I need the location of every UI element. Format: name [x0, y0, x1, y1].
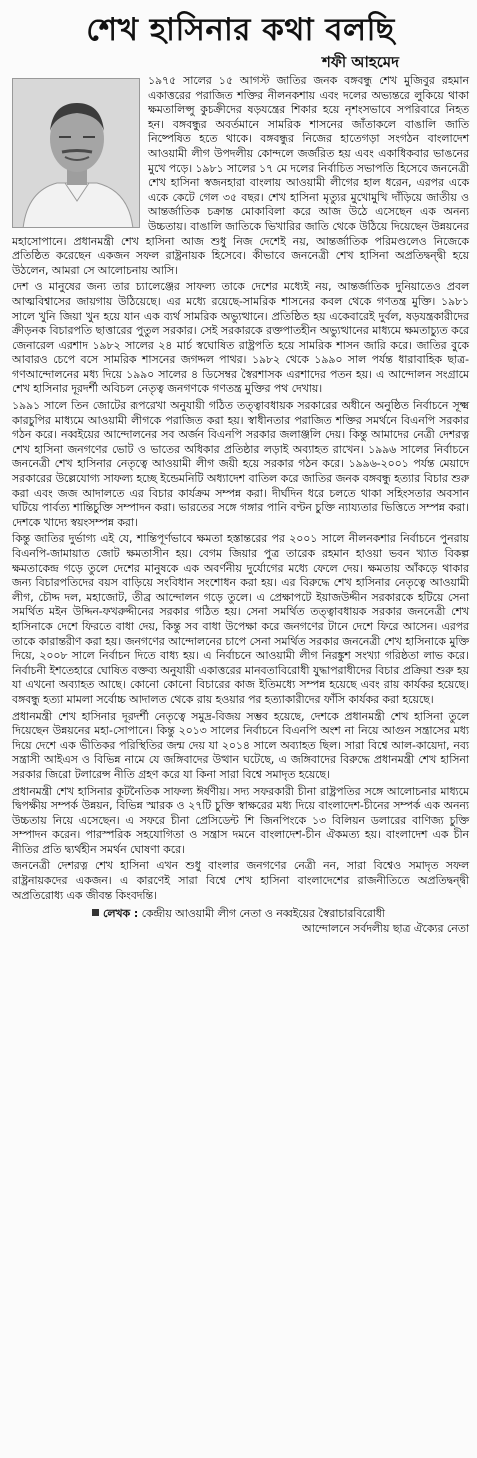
- author-note-label: লেখক :: [103, 907, 139, 921]
- paragraph-5: প্রধানমন্ত্রী শেখ হাসিনার দূরদর্শী নেতৃত্বে সমুদ্র-বিজয় সম্ভব হয়েছে, দেশকে প্রধানমন্ত্রী শেখ হাসিনা তুলে দিয়েছেন উন্নয়নের মহা-সোপানে। কিন্তু ২০১৩ সালের নির্বাচনে বিএনপি অংশ না নিয়ে আগুন সন্ত্রাসের মধ্য দিয়ে দেশে এক ভীতিকর পরিস্থিতির জন্ম দেয় যা ২০১৪ সালে অব্যাহত ছিল। সারা বিশ্বে আল-কায়েদা, নব্য সন্ত্রাসী আইএস ও বিভিন্ন নামে যে জঙ্গিবাদের উত্থান ঘটেছে, এ জঙ্গিবাদের বিরুদ্ধে প্রধানমন্ত্রী শেখ হাসিনা সরকার জিরো টলারেন্স নীতি গ্রহণ করে যা কিনা সারা বিশ্বে সমাদৃত হয়েছে।: [12, 709, 469, 781]
- square-bullet-icon: [92, 909, 99, 916]
- article-author: শফী আহমেদ: [322, 53, 399, 71]
- author-note-line-1: কেন্দ্রীয় আওয়ামী লীগ নেতা ও নব্বইয়ের স্বৈরাচারবিরোধী: [141, 907, 385, 921]
- article-title: শেখ হাসিনার কথা বলছি: [86, 12, 395, 48]
- paragraph-3: ১৯৯১ সালে তিন জোটের রূপরেখা অনুযায়ী গঠিত তত্ত্বাবধায়ক সরকারের অধীনে অনুষ্ঠিত নির্বাচনে সূক্ষ্ম কারচুপির মাধ্যমে আওয়ামী লীগকে পরাজিত করা হয়। স্বাধীনতার পরাজিত শক্তির সমর্থনে বিএনপি সরকার গঠন করে। নব্বইয়ের আন্দোলনের সব অর্জন বিএনপি সরকার জলাঞ্জলি দেয়। কিন্তু আমাদের নেত্রী দেশরত্ন শেখ হাসিনা জনগণের ভোট ও ভাতের অধিকার প্রতিষ্ঠার লড়াই অব্যাহত রাখেন। ১৯৯৬ সালের নির্বাচনে জননেত্রী শেখ হাসিনার নেতৃত্বে আওয়ামী লীগ জয়ী হয়ে সরকার গঠন করে। ১৯৯৬-২০০১ পর্যন্ত মেয়াদে সরকারের উল্লেযোগ্য সাফল্য হচ্ছে ইন্ডেমনিটি অধ্যাদেশ বাতিল করে জাতির জনক বঙ্গবন্ধু হত্যার বিচার শুরু করা এবং জজ আদালতে এর বিচার কার্যক্রম সম্পন্ন করা। দীর্ঘদিন ধরে চলতে থাকা সহিংসতার অবসান ঘটিয়ে পার্বত্য শান্তিচুক্তি সম্পাদন করা। ভারতের সঙ্গে গঙ্গার পানি বণ্টন চুক্তি ন্যায্যতার ভিত্তিতে সম্পন্ন করা। দেশকে খাদ্যে স্বয়ংসম্পন্ন করা।: [12, 399, 469, 529]
- author-note: [12, 907, 469, 936]
- author-note-line-2: আন্দোলনে সর্বদলীয় ছাত্র ঐক্যের নেতা: [302, 921, 469, 935]
- author-portrait-image: [13, 79, 140, 228]
- article-body: [12, 74, 469, 903]
- paragraph-4: কিন্তু জাতির দুর্ভাগ্য এই যে, শান্তিপূর্ণভাবে ক্ষমতা হস্তান্তরের পর ২০০১ সালে নীলনকশার নির্বাচনে পুনরায় বিএনপি-জামায়াত জোট ক্ষমতাসীন হয়। বেগম জিয়ার পুত্র তারেক রহমান হাওয়া ভবন খ্যাত বিকল্প ক্ষমতাকেন্দ্র গড়ে তুলে দেশের মানুষকে এক অবর্ণনীয় দুর্যোগের মধ্যে ফেলে দেয়। ক্ষমতায় আঁকড়ে থাকার জন্য বিচারপতিদের বয়স বাড়িয়ে সংবিধান সংশোধন করা হয়। এর বিরুদ্ধে শেখ হাসিনার নেতৃত্বে আওয়ামী লীগ, চৌদ্দ দল, মহাজোট, তীব্র আন্দোলন গড়ে তুলে। এ প্রেক্ষাপটে ইয়াজউদ্দীন সরকারকে হটিয়ে সেনা সমর্থিত মইন উদ্দিন-ফখরুদ্দীনের সরকার গঠিত হয়। সেনা সমর্থিত তত্ত্বাবধায়ক সরকার জননেত্রী শেখ হাসিনাকে দেশে ফিরতে বাধা দেয়, কিন্তু সব বাধা উপেক্ষা করে জনগণের টানে দেশে ফিরে আসেন। এরপর তাকে কারান্তরীণ করা হয়। জনগণের আন্দোলনের চাপে সেনা সমর্থিত সরকার জননেত্রী শেখ হাসিনাকে মুক্তি দিয়ে, ২০০৮ সালে নির্বাচন দিতে বাধ্য হয়। এ নির্বাচনে আওয়ামী লীগ নিরঙ্কুশ সংখ্যা গরিষ্ঠতা লাভ করে। নির্বাচনী ইশতেহারে ঘোষিত বক্তব্য অনুযায়ী একাত্তরের মানবতাবিরোধী যুদ্ধাপরাধীদের বিচার প্রক্রিয়া শুরু হয় যা এখনো অব্যাহত আছে। কোনো কোনো বিচারের কাজ ইতিমধ্যে সম্পন্ন হয়েছে এবং রায় কার্যকর হয়েছে। বঙ্গবন্ধু হত্যা মামলা সর্বোচ্চ আদালত থেকে রায় হওয়ার পর হত্যাকারীদের ফাঁসি কার্যকর করা হয়েছে।: [12, 532, 469, 706]
- paragraph-1: ১৯৭৫ সালের ১৫ আগস্ট জাতির জনক বঙ্গবন্ধু শেখ মুজিবুর রহমান একাত্তরের পরাজিত শক্তির নীলনকশায় এবং দলের অভ্যন্তরে লুকিয়ে থাকা ক্ষমতালিপ্সু কুচক্রীদের ষড়যন্ত্রের শিকার হয়ে নৃশংসভাবে সপরিবারে নিহত হন। বঙ্গবন্ধুর অবর্তমানে সামরিক শাসনের জাঁতাকলে বাঙালি জাতি নিষ্পেষিত হতে থাকে। বঙ্গবন্ধুর নিজের হাতেগড়া সংগঠন বাংলাদেশ আওয়ামী লীগ উপদলীয় কোন্দলে জর্জরিত হয় এবং একাধিকবার ভাঙনের মুখে পড়ে। ১৯৮১ সালের ১৭ মে দলের নির্বাচিত সভাপতি হিসেবে জননেত্রী শেখ হাসিনা স্বজনহারা বাংলায় আওয়ামী লীগের হাল ধরেন, এরপর একে একে কেটে গেল ৩৫ বছর। শেখ হাসিনা মৃত্যুর মুখোমুখি দাঁড়িয়ে জাতীয় ও আন্তর্জাতিক চক্রান্ত মোকাবিলা করে আজ উঠে এসেছেন এক অনন্য উচ্চতায়। বাঙালি জাতিকে ভিখারির জাতি থেকে উঠিয়ে দিয়েছেন উন্নয়নের মহাসোপানে। প্রধানমন্ত্রী শেখ হাসিনা আজ শুধু নিজ দেশেই নয়, আন্তর্জাতিক পরিমণ্ডলেও নিজেকে প্রতিষ্ঠিত করেছেন একজন সফল রাষ্ট্রনায়ক হিসেবে। কীভাবে জননেত্রী শেখ হাসিনা অপ্রতিদ্বন্দ্বী হয়ে উঠলেন, আমরা সে আলোচনায় আসি।: [12, 74, 469, 277]
- paragraph-6: প্রধানমন্ত্রী শেখ হাসিনার কূটনৈতিক সাফল্য ঈর্ষণীয়। সদ্য সফরকারী চীনা রাষ্ট্রপতির সঙ্গে আলোচনার মাধ্যমে দ্বিপক্ষীয় সম্পর্ক উন্নয়ন, বিভিন্ন স্মারক ও ২৭টি চুক্তি স্বাক্ষরের মধ্য দিয়ে বাংলাদেশ-চীনের সম্পর্ক এক অনন্য উচ্চতায় নিয়ে এসেছেন। এ সফরে চীনা প্রেসিডেন্ট শি জিনপিংকে ১৩ বিলিয়ন ডলারের বাণিজ্য চুক্তি সম্পাদন করেন। পারস্পরিক সহযোগিতা ও সন্ত্রাস দমনে বাংলাদেশ-চীন ঐকমত্য হয়। বাংলাদেশ এক চীন নীতির প্রতি দ্ব্যর্থহীন সমর্থন ঘোষণা করে।: [12, 784, 469, 856]
- paragraph-2: দেশ ও মানুষের জন্য তার চ্যালেঞ্জের সাফল্য তাকে দেশের মধ্যেই নয়, আন্তর্জাতিক দুনিয়াতেও প্রবল আত্মবিশ্বাসের জায়গায় উঠিয়েছে। এর মধ্যে রয়েছে-সামরিক শাসনের কবল থেকে গণতন্ত্র মুক্তি। ১৯৮১ সালে খুনি জিয়া খুন হয়ে যান এক ব্যর্থ সামরিক অভ্যুত্থানে। প্রতিষ্ঠিত হয় একেবারেই দুর্বল, ষড়যন্ত্রকারীদের ক্রীড়নক বিচারপতি ছাত্তারের পুতুল সরকার। সেই সরকারকে রক্তপাতহীন অভ্যুত্থানের মাধ্যমে ক্ষমতাচ্যুত করে জেনারেল এরশাদ ১৯৮২ সালের ২৪ মার্চ স্বঘোষিত রাষ্ট্রপতি হয়ে সামরিক শাসন জারি করে। জাতির বুকে আবারও চেপে বসে সামরিক শাসনের জগদ্দল পাথর। ১৯৮২ থেকে ১৯৯০ সাল পর্যন্ত ধারাবাহিক ছাত্র-গণআন্দোলনের মধ্য দিয়ে ১৯৯০ সালের ৪ ডিসেম্বর স্বৈরশাসক এরশাদের পতন হয়। এ আন্দোলন সংগ্রামে শেখ হাসিনার দূরদর্শী অবিচল নেতৃত্ব জনগণকে গণতন্ত্র মুক্তির পথ দেখায়।: [12, 280, 469, 396]
- paragraph-7: জননেত্রী দেশরত্ন শেখ হাসিনা এখন শুধু বাংলার জনগণের নেত্রী নন, সারা বিশ্বেও সমাদৃত সফল রাষ্ট্রনায়কদের একজন। এ কারণেই সারা বিশ্বে শেখ হাসিনা বাংলাদেশের রাজনীতিতে অপ্রতিদ্বন্দ্বী অপ্রতিরোধ্য এক জীবন্ত কিংবদন্তি।: [12, 859, 469, 902]
- author-photo: [12, 78, 140, 228]
